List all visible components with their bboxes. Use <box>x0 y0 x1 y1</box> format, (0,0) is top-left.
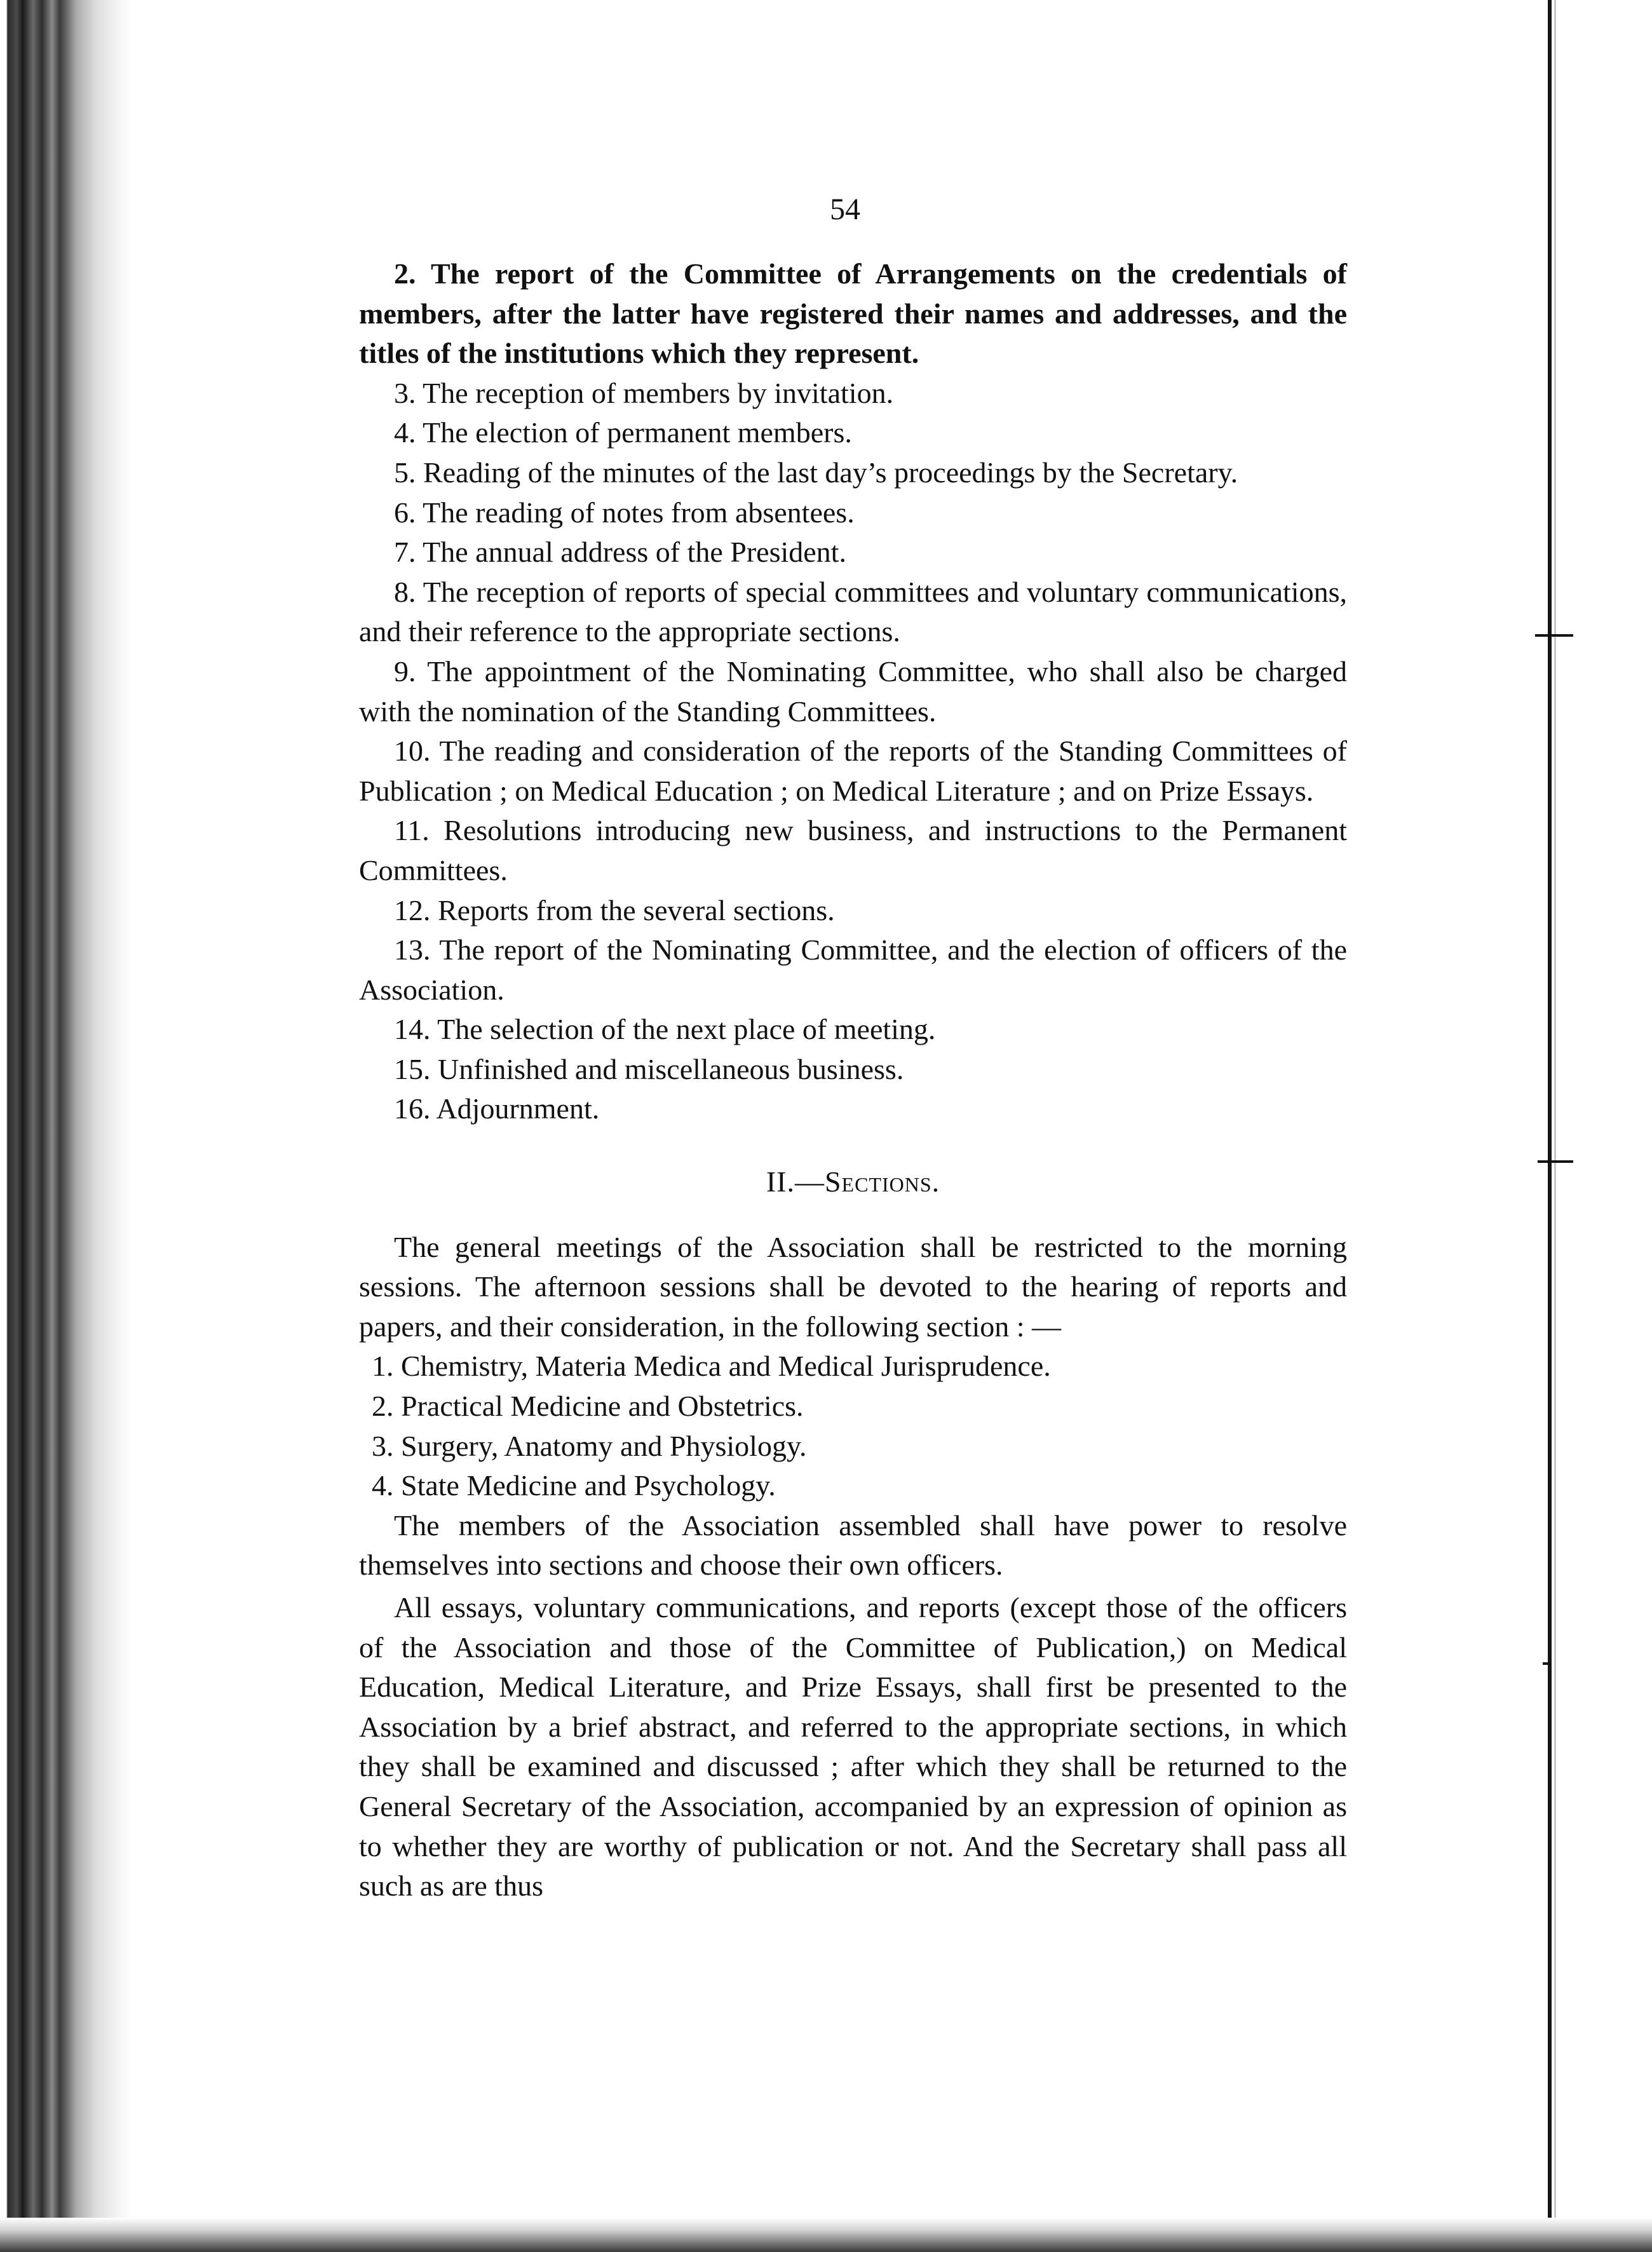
edge-tick-mark <box>1535 634 1573 637</box>
order-of-business-list-bold <box>359 254 1347 374</box>
list-item: 16. Adjournment. <box>394 1092 600 1125</box>
list-item: 3. The reception of members by invitation. <box>394 376 894 409</box>
scan-margin <box>1556 0 1652 2252</box>
page-edge-line <box>1548 0 1552 2252</box>
section-list-item: 1. Chemistry, Materia Medica and Medical Jurisprudence. <box>372 1350 1051 1383</box>
essays-paragraph: All essays, voluntary communications, and reports (except those of the officers of the Association and those of the Committee of Publication,) on Medical Education, Medical Literature, and Prize Essays, shall first be presented to the Association by a brief abstract, and referred to the appropriate sections, in which they shall be examined and discussed ; after which they shall be returned to the General Secretary of the Association, accompanied by an expression of opinion as to whether they are worthy of publication or not. And the Secretary shall pass all such as are thus <box>359 1591 1347 1903</box>
binding-shadow <box>0 0 133 2252</box>
list-item: 2. The report of the Committee of Arrangements on the credentials of members, after the latter have registered their names and addresses, and the titles of the institutions which they represent. <box>359 257 1347 370</box>
bottom-edge-shadow <box>0 2218 1652 2252</box>
page-number: 54 <box>830 193 860 226</box>
edge-tick-mark <box>1538 1160 1573 1163</box>
edge-tick-mark <box>1543 1662 1550 1665</box>
list-item: 10. The reading and consideration of the reports of the Standing Committees of Publication ; on Medical Education ; on Medical Literature ; and on Prize Essays. <box>359 735 1347 807</box>
list-item: 9. The appointment of the Nominating Committee, who shall also be charged with the nomination of the Standing Committees. <box>359 655 1347 728</box>
list-item: 12. Reports from the several sections. <box>394 893 835 926</box>
list-item: 11. Resolutions introducing new business, and instructions to the Permanent Committees. <box>359 814 1347 886</box>
section-list-item: 4. State Medicine and Psychology. <box>372 1469 776 1502</box>
list-item: 13. The report of the Nominating Committee, and the election of officers of the Association. <box>359 933 1347 1006</box>
list-item: 7. The annual address of the President. <box>394 536 846 569</box>
list-item: 5. Reading of the minutes of the last day’s proceedings by the Secretary. <box>394 456 1238 489</box>
page-body <box>359 254 1347 1906</box>
list-item: 6. The reading of notes from absentees. <box>394 496 855 529</box>
section-intro-paragraph: The general meetings of the Association shall be restricted to the morning sessions. The afternoon sessions shall be devoted to the hearing of reports and papers, and their consideration, in the following section : — <box>359 1230 1347 1343</box>
powers-paragraph: The members of the Association assembled shall have power to resolve themselves into sections and choose their own officers. <box>359 1509 1347 1582</box>
list-item: 4. The election of permanent members. <box>394 416 852 449</box>
section-list-item: 3. Surgery, Anatomy and Physiology. <box>372 1429 807 1462</box>
section-list-item: 2. Practical Medicine and Obstetrics. <box>372 1390 804 1423</box>
section-heading: II.—Sections. <box>766 1165 940 1198</box>
list-item: 15. Unfinished and miscellaneous business. <box>394 1052 904 1085</box>
list-item: 14. The selection of the next place of meeting. <box>394 1013 936 1046</box>
list-item: 8. The reception of reports of special committees and voluntary communications, and their reference to the appropriate sections. <box>359 575 1347 648</box>
